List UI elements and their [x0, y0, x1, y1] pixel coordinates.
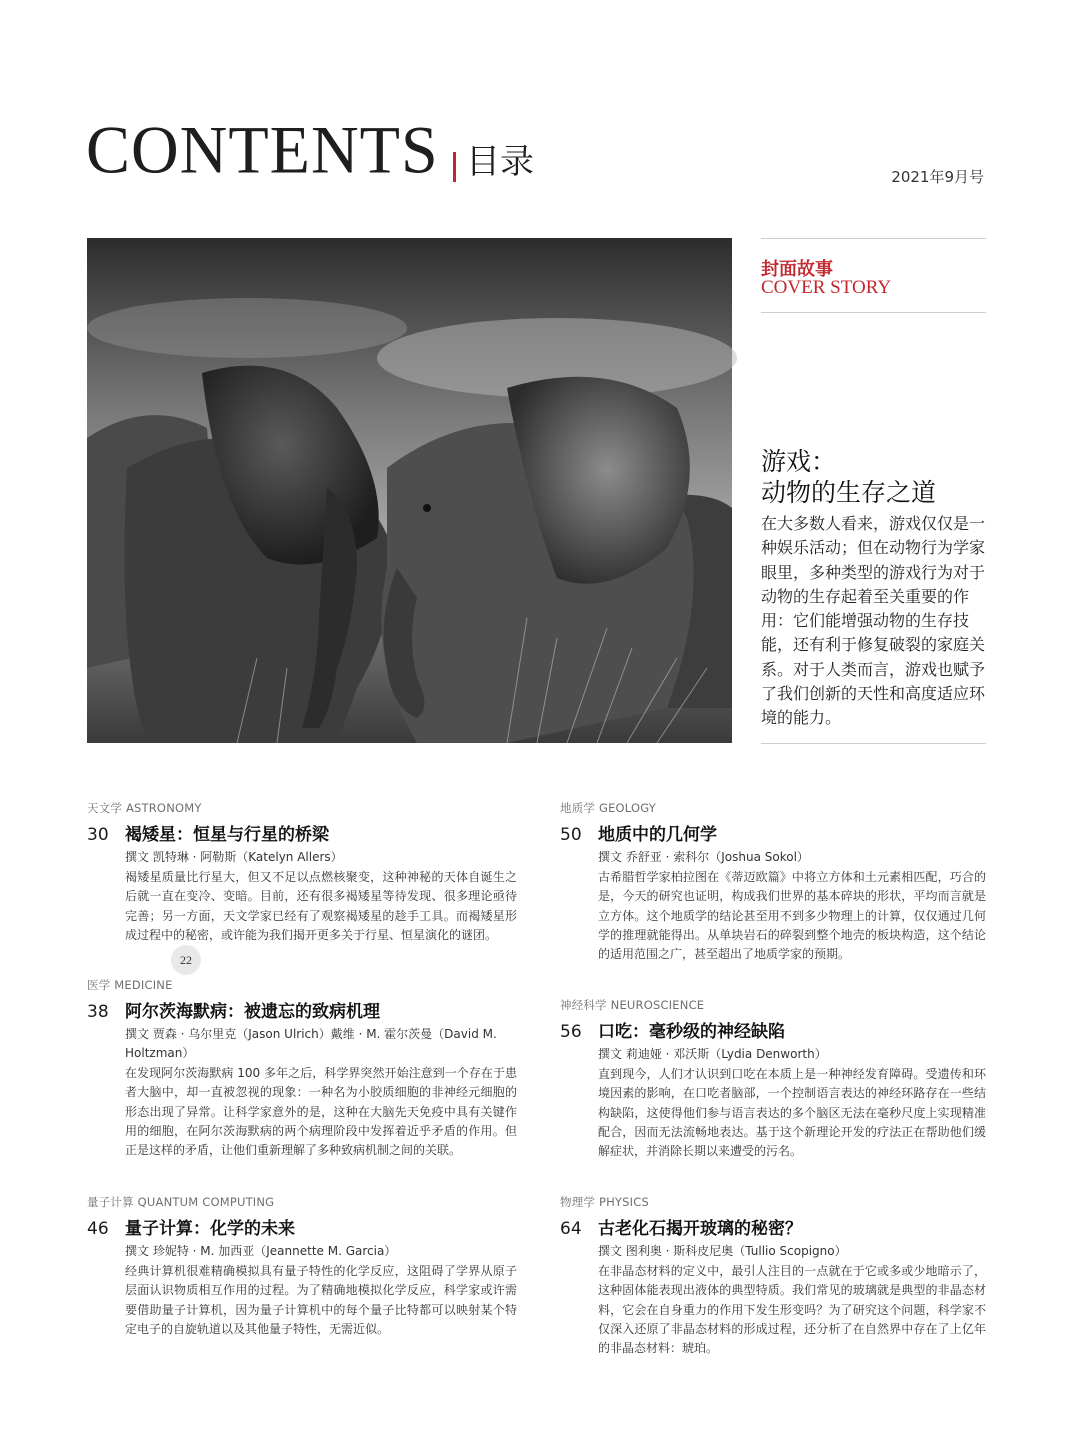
issue-date: 2021年9月号 — [891, 168, 984, 186]
article-title[interactable]: 古老化石揭开玻璃的秘密？ — [598, 1219, 802, 1239]
article-category: 医学 MEDICINE — [87, 978, 173, 992]
article-category: 地质学 GEOLOGY — [560, 801, 656, 815]
article-physics[interactable] — [560, 1194, 986, 1358]
article-category: 量子计算 QUANTUM COMPUTING — [87, 1195, 275, 1209]
article-category: 神经科学 NEUROSCIENCE — [560, 998, 705, 1012]
article-author: 撰文 乔舒亚 · 索科尔（Joshua Sokol） — [598, 850, 809, 864]
article-title[interactable]: 口吃：毫秒级的神经缺陷 — [598, 1022, 785, 1042]
article-title[interactable]: 阿尔茨海默病：被遗忘的致病机理 — [125, 1002, 380, 1022]
cover-story-mid-rule — [761, 312, 986, 313]
cover-story-label-en: COVER STORY — [761, 277, 892, 298]
article-summary: 直到现今，人们才认识到口吃在本质上是一种神经发育障碍。受遗传和环境因素的影响，在口吃者脑部，一个控制语言表达的神经环路存在一些结构缺陷，这使得他们参与语言表达的多个脑区无法在毫秒尺度上实现精准配合，因而无法流畅地表达。基于这个新理论开发的疗法正在帮助他们缓解症状，并消除长期以来遭受的污名。 — [598, 1067, 986, 1159]
article-page-number: 46 — [87, 1219, 109, 1239]
elephants-image — [87, 238, 732, 743]
article-page-number: 38 — [87, 1002, 109, 1022]
article-author: 撰文 珍妮特 · M. 加西亚（Jeannette M. Garcia） — [125, 1244, 397, 1258]
article-page-number: 64 — [560, 1219, 582, 1239]
article-neuroscience[interactable] — [560, 997, 986, 1161]
cover-story-top-rule — [761, 238, 986, 239]
article-astronomy[interactable] — [87, 800, 517, 945]
cover-story-summary: 在大多数人看来，游戏仅仅是一种娱乐活动；但在动物行为学家眼里，多种类型的游戏行为对于动物的生存起着至关重要的作用：它们能增强动物的生存技能，还有利于修复破裂的家庭关系。对于人类而言，游戏也赋予了我们创新的天性和高度适应环境的能力。 — [761, 514, 986, 728]
article-author: 撰文 凯特琳 · 阿勒斯（Katelyn Allers） — [125, 850, 343, 864]
title-divider — [453, 152, 456, 182]
article-title[interactable]: 量子计算：化学的未来 — [125, 1219, 295, 1239]
article-quantum-computing[interactable] — [87, 1194, 517, 1339]
article-author: 撰文 图利奥 · 斯科皮尼奥（Tullio Scopigno） — [598, 1244, 847, 1258]
article-page-number: 30 — [87, 825, 109, 845]
article-summary: 在非晶态材料的定义中，最引人注目的一点就在于它或多或少地暗示了，这种固体能表现出液体的典型特质。我们常见的玻璃就是典型的非晶态材料，它会在自身重力的作用下发生形变吗？为了研究这个问题，科学家不仅深入还原了非晶态材料的形成过程，还分析了在自然界中存在了上亿年的非晶态材料：琥珀。 — [598, 1264, 986, 1356]
cover-story-title[interactable] — [761, 446, 986, 508]
cover-story-label-cn: 封面故事 — [761, 259, 833, 280]
article-author: 撰文 莉迪娅 · 邓沃斯（Lydia Denworth） — [598, 1047, 827, 1061]
article-medicine[interactable] — [87, 977, 517, 1160]
page-title: CONTENTS — [86, 113, 439, 188]
article-summary: 在发现阿尔茨海默病 100 多年之后，科学界突然开始注意到一个存在于患者大脑中，却一直被忽视的现象：一种名为小胶质细胞的非神经元细胞的形态出现了异常。让科学家意外的是，这种在大脑先天免疫中具有关键作用的细胞，在阿尔茨海默病的两个病理阶段中发挥着近乎矛盾的作用。但正是这样的矛盾，让他们重新理解了多种致病机制之间的关联。 — [125, 1066, 517, 1158]
article-title[interactable]: 褐矮星：恒星与行星的桥梁 — [125, 825, 329, 845]
article-summary: 褐矮星质量比行星大，但又不足以点燃核聚变，这种神秘的天体自诞生之后就一直在变冷、变暗。目前，还有很多褐矮星等待发现、很多理论亟待完善；另一方面，天文学家已经有了观察褐矮星的趁手工具。而褐矮星形成过程中的秘密，或许能为我们揭开更多关于行星、恒星演化的谜团。 — [125, 870, 517, 942]
article-title[interactable]: 地质中的几何学 — [598, 825, 717, 845]
article-page-number: 50 — [560, 825, 582, 845]
cover-story-title-line1: 游戏： — [761, 447, 837, 476]
page-title-cn: 目录 — [466, 142, 534, 182]
article-page-number: 56 — [560, 1022, 582, 1042]
cover-page-badge: 22 — [171, 945, 201, 975]
article-summary: 古希腊哲学家柏拉图在《蒂迈欧篇》中将立方体和土元素相匹配，巧合的是，今天的研究也证明，构成我们世界的基本碎块的形状，平均而言就是立方体。这个地质学的结论甚至用不到多少物理上的计算，仅仅通过几何学的推理就能得出。从单块岩石的碎裂到整个地壳的板块构造，这个结论的适用范围之广，甚至超出了地质学家的预期。 — [598, 870, 986, 962]
article-category: 天文学 ASTRONOMY — [87, 801, 202, 815]
article-summary: 经典计算机很难精确模拟具有量子特性的化学反应，这阻碍了学界从原子层面认识物质相互作用的过程。为了精确地模拟化学反应，科学家或许需要借助量子计算机，因为量子计算机中的每个量子比特都可以映射某个特定电子的自旋轨道以及其他量子特性，无需近似。 — [125, 1264, 517, 1336]
article-geology[interactable] — [560, 800, 986, 964]
article-category: 物理学 PHYSICS — [560, 1195, 649, 1209]
article-author: 撰文 贾森 · 乌尔里克（Jason Ulrich）戴维 · M. 霍尔茨曼（David M. Holtzman） — [125, 1027, 497, 1060]
cover-story-bottom-rule — [761, 743, 986, 744]
cover-story-title-line2: 动物的生存之道 — [761, 478, 937, 507]
